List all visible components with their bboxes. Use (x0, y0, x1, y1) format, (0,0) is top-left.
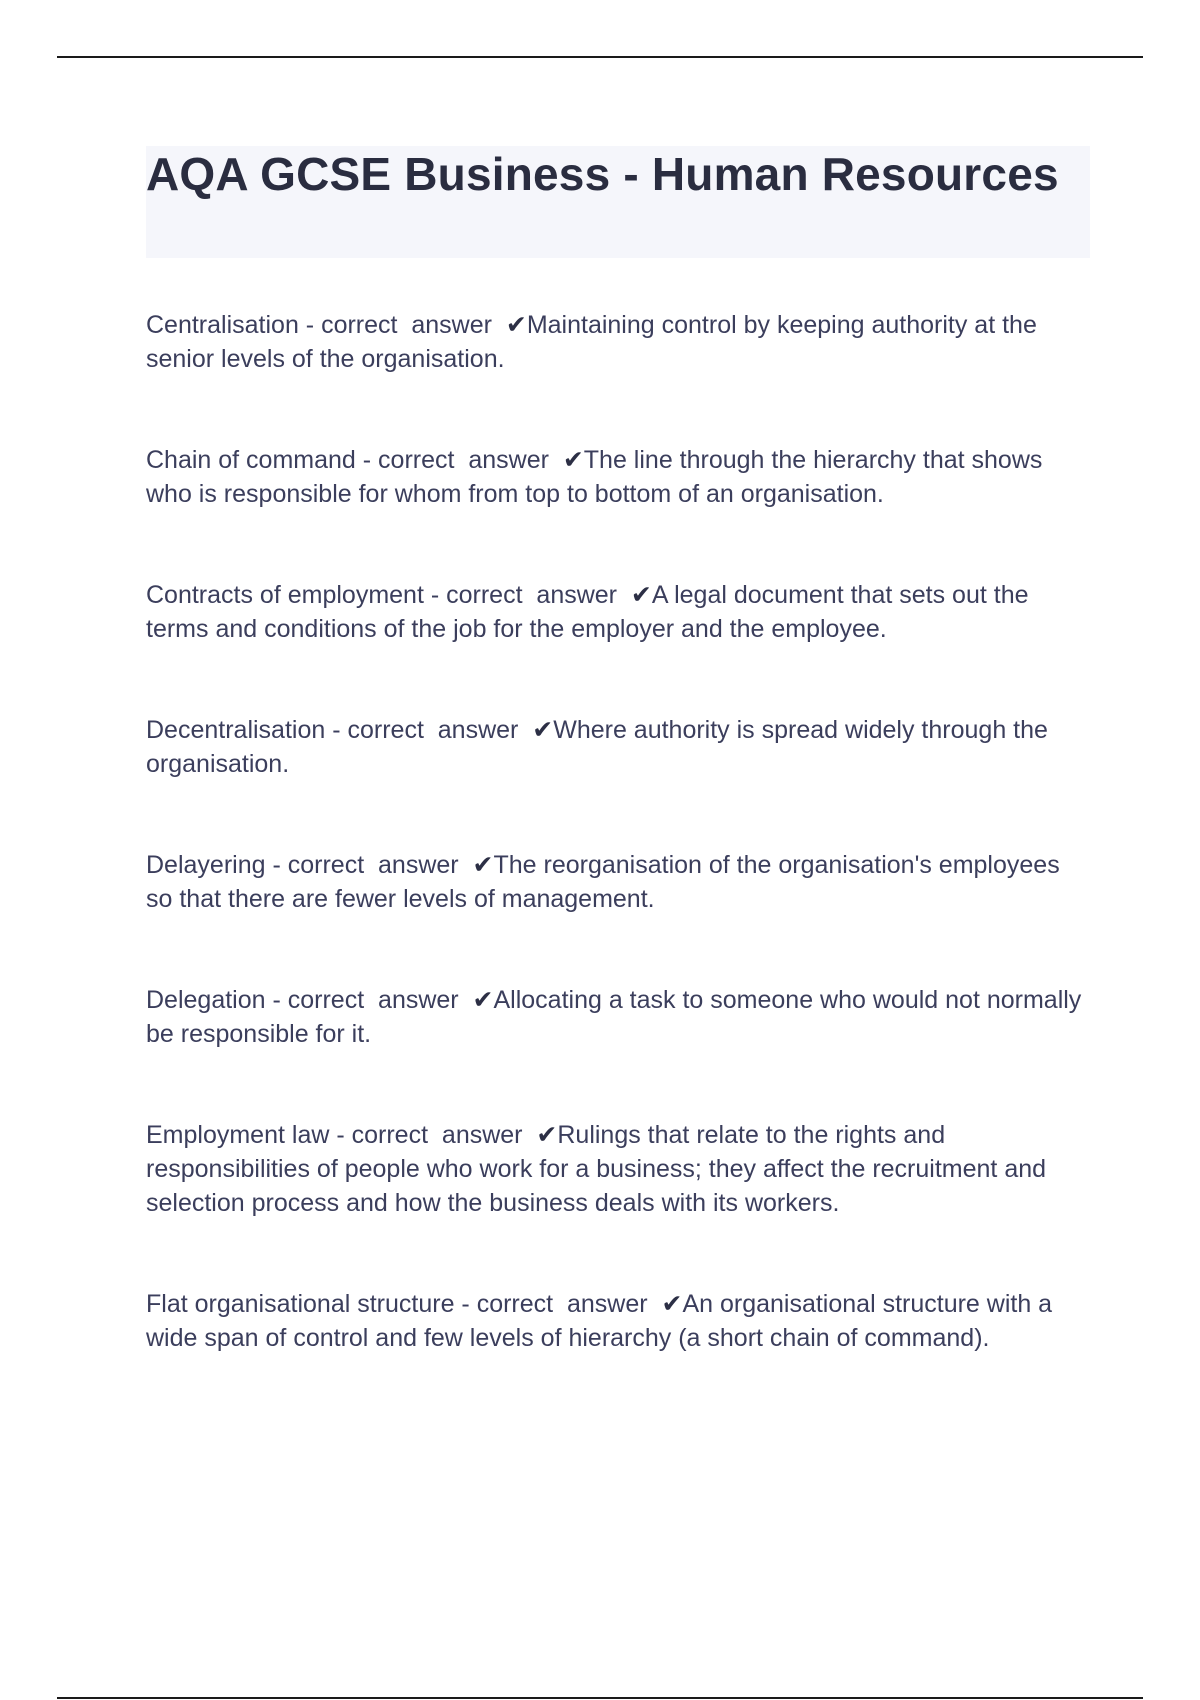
entry-term: Centralisation (146, 311, 299, 339)
entry-definition: Rulings that relate to the rights and responsibilities of people who work for a business; they affect the recruitment and selection process and how the business deals with its workers. (146, 1121, 1053, 1217)
entry-separator: - correct answer (265, 851, 473, 879)
checkmark-icon: ✔ (536, 1121, 558, 1149)
checkmark-icon: ✔ (532, 716, 554, 744)
entry-term: Decentralisation (146, 716, 326, 744)
entry-definition: Maintaining control by keeping authority at the senior levels of the organisation. (146, 311, 1044, 373)
glossary-entry (146, 1287, 1090, 1355)
entry-term: Flat organisational structure (146, 1290, 455, 1318)
checkmark-icon: ✔ (472, 986, 494, 1014)
entry-separator: - correct answer (298, 311, 506, 339)
entry-definition: The line through the hierarchy that shows who is responsible for whom from top to bottom of an organisation. (146, 446, 1050, 508)
entry-separator: - correct answer (265, 986, 473, 1014)
glossary-entry (146, 1118, 1090, 1220)
entry-separator: - correct answer (325, 716, 533, 744)
entry-term: Chain of command (146, 446, 356, 474)
glossary-entry (146, 848, 1090, 916)
entry-separator: - correct answer (355, 446, 563, 474)
glossary-entry (146, 713, 1090, 781)
checkmark-icon: ✔ (505, 311, 527, 339)
checkmark-icon: ✔ (562, 446, 584, 474)
entry-definition: The reorganisation of the organisation's employees so that there are fewer levels of management. (146, 851, 1067, 913)
entry-definition: A legal document that sets out the terms and conditions of the job for the employer and the employee. (146, 581, 1036, 643)
entry-term: Delegation (146, 986, 266, 1014)
glossary-entry (146, 443, 1090, 511)
entry-term: Delayering (146, 851, 266, 879)
glossary-entry (146, 578, 1090, 646)
document-body (146, 146, 1090, 1422)
title-box (146, 146, 1090, 258)
entry-separator: - correct answer (423, 581, 631, 609)
entry-definition: Allocating a task to someone who would not normally be responsible for it. (146, 986, 1089, 1048)
checkmark-icon: ✔ (661, 1290, 683, 1318)
glossary-entry (146, 983, 1090, 1051)
top-rule (57, 56, 1143, 58)
checkmark-icon: ✔ (630, 581, 652, 609)
entry-definition: Where authority is spread widely through the organisation. (146, 716, 1055, 778)
entry-separator: - correct answer (329, 1121, 537, 1149)
bottom-rule (57, 1697, 1143, 1699)
page-title: AQA GCSE Business - Human Resources (146, 148, 1059, 200)
entry-definition: An organisational structure with a wide span of control and few levels of hierarchy (a short chain of command). (146, 1290, 1060, 1352)
glossary-entry (146, 308, 1090, 376)
entry-separator: - correct answer (454, 1290, 662, 1318)
entry-term: Contracts of employment (146, 581, 424, 609)
checkmark-icon: ✔ (472, 851, 494, 879)
entry-term: Employment law (146, 1121, 330, 1149)
